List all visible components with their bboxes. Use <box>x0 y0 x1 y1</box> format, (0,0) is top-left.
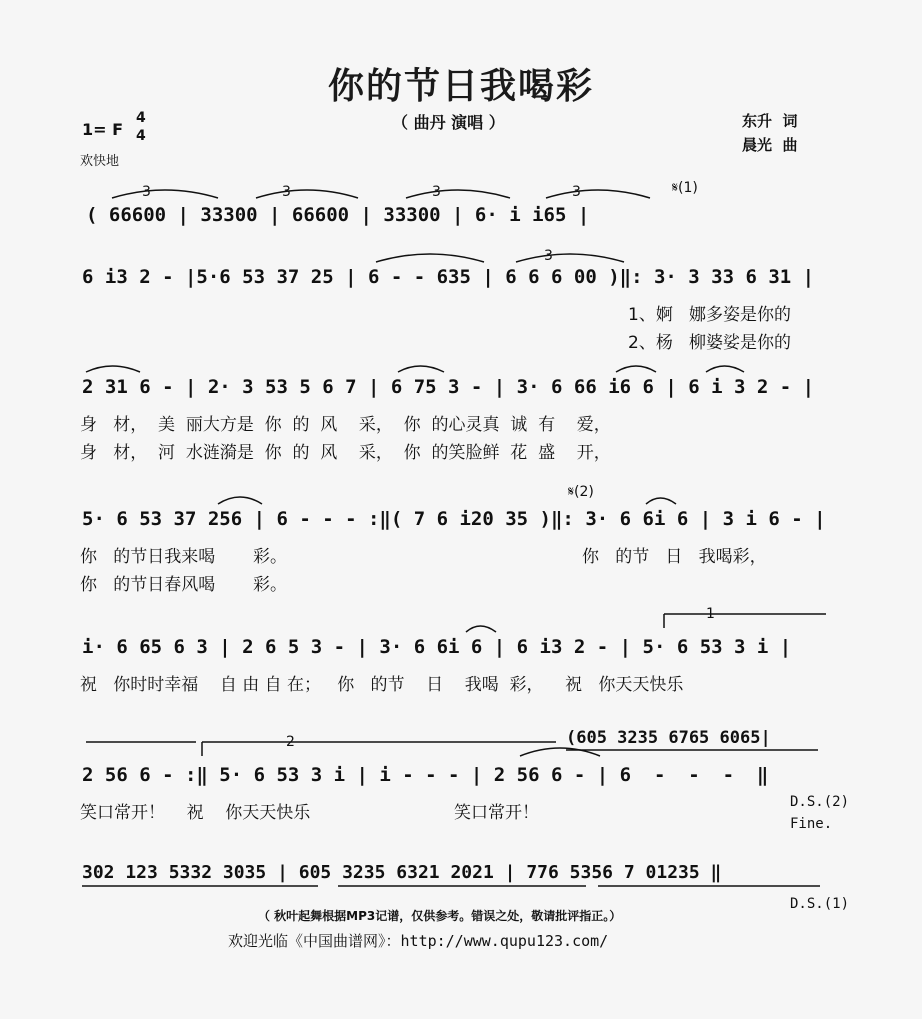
notation-row-5: i· 6 65 6 3 | 2 6 5 3 - | 3· 6 6i 6 | 6 i3 2 - | 5· 6 53 3 i | <box>82 636 792 658</box>
slur-arc <box>112 190 218 198</box>
slur-arc <box>86 366 140 372</box>
lyric-row-6-b: 笑口常开！ <box>454 803 539 823</box>
tempo-marking: 欢快地 <box>80 154 120 169</box>
time-signature-bottom: 4 <box>136 128 146 144</box>
notation-row-6-intro: (605 3235 6765 6065| <box>566 728 771 748</box>
lyric-row-6-a: 笑口常开！ 祝 你天天快乐 <box>80 803 311 823</box>
footer-note: （ 秋叶起舞根据MP3记谱，仅供参考。错误之处，敬请批评指正。） <box>258 909 622 923</box>
volta-2-label: 2 <box>286 734 295 750</box>
lyric-row-4-verse-1: 你 的节日我来喝 彩。 <box>80 547 288 567</box>
slur-arc <box>646 498 676 504</box>
triplet-mark: 3 <box>432 184 441 200</box>
lyric-row-5: 祝 你时时幸福 自 由 自 在； 你 的节 日 我喝 彩， 祝 你天天快乐 <box>80 675 684 695</box>
singer-subtitle: （ 曲丹 演唱 ） <box>392 113 505 132</box>
key-signature: 1= F <box>82 120 124 139</box>
volta-1-label: 1 <box>706 606 715 622</box>
triplet-mark: 3 <box>142 184 151 200</box>
notation-row-7: 302 123 5332 3035 | 605 3235 6321 2021 | 776 5356 7 01235 ‖ <box>82 862 722 883</box>
triplet-mark: 3 <box>544 248 553 264</box>
notation-row-2: 6 i3 2 - |5·6 53 37 25 | 6 - - 635 | 6 6 6 00 )‖: 3· 3 33 6 31 | <box>82 266 815 288</box>
lyric-row-4-chorus: 你 的节 日 我喝彩， <box>582 547 767 567</box>
slur-arc <box>520 748 600 756</box>
fine-marking: Fine. <box>790 816 833 832</box>
triplet-mark: 3 <box>282 184 291 200</box>
composer-credit: 晨光 曲 <box>742 136 798 154</box>
notation-row-3: 2 31 6 - | 2· 3 53 5 6 7 | 6 75 3 - | 3· 6 66 i6 6 | 6 i 3 2 - | <box>82 376 815 398</box>
lyric-row-2-verse-1: 1、婀 娜多姿是你的 <box>628 305 792 325</box>
segno-mark-1: 𝄋(1) <box>672 180 698 196</box>
page-title: 你的节日我喝彩 <box>327 66 594 107</box>
slur-arc <box>516 254 624 262</box>
lyric-row-2-verse-2: 2、杨 柳婆娑是你的 <box>628 333 792 353</box>
slur-arc <box>256 190 358 198</box>
slur-arc <box>466 626 496 632</box>
slur-arc <box>406 190 510 198</box>
ds-2-marking: D.S.(2) <box>790 794 850 810</box>
ds-1-marking: D.S.(1) <box>790 896 850 912</box>
slur-arc <box>706 366 744 372</box>
lyric-row-3-verse-1: 身 材， 美 丽大方是 你 的 风 采， 你 的心灵真 诚 有 爱， <box>80 415 611 435</box>
notation-row-1: ( 66600 | 33300 | 66600 | 33300 | 6· i i65 | <box>86 204 590 226</box>
segno-mark-2: 𝄋(2) <box>568 484 594 500</box>
lyricist-credit: 东升 词 <box>742 112 798 130</box>
triplet-mark: 3 <box>572 184 581 200</box>
slur-arc <box>616 366 656 372</box>
slur-arc <box>546 190 650 198</box>
time-signature-top: 4 <box>136 110 146 126</box>
lyric-row-3-verse-2: 身 材， 河 水涟漪是 你 的 风 采， 你 的笑脸鲜 花 盛 开， <box>80 443 611 463</box>
lyric-row-4-verse-2: 你 的节日春风喝 彩。 <box>80 575 288 595</box>
notation-row-4: 5· 6 53 37 256 | 6 - - - :‖( 7 6 i20 35 )‖: 3· 6 6i 6 | 3 i 6 - | <box>82 508 826 530</box>
notation-row-6: 2 56 6 - :‖ 5· 6 53 3 i | i - - - | 2 56 6 - | 6 - - - ‖ <box>82 764 769 786</box>
slur-arc <box>218 497 262 504</box>
slur-arc <box>398 366 444 372</box>
footer-welcome: 欢迎光临《中国曲谱网》：http://www.qupu123.com/ <box>228 932 609 950</box>
slur-arc <box>376 254 484 262</box>
